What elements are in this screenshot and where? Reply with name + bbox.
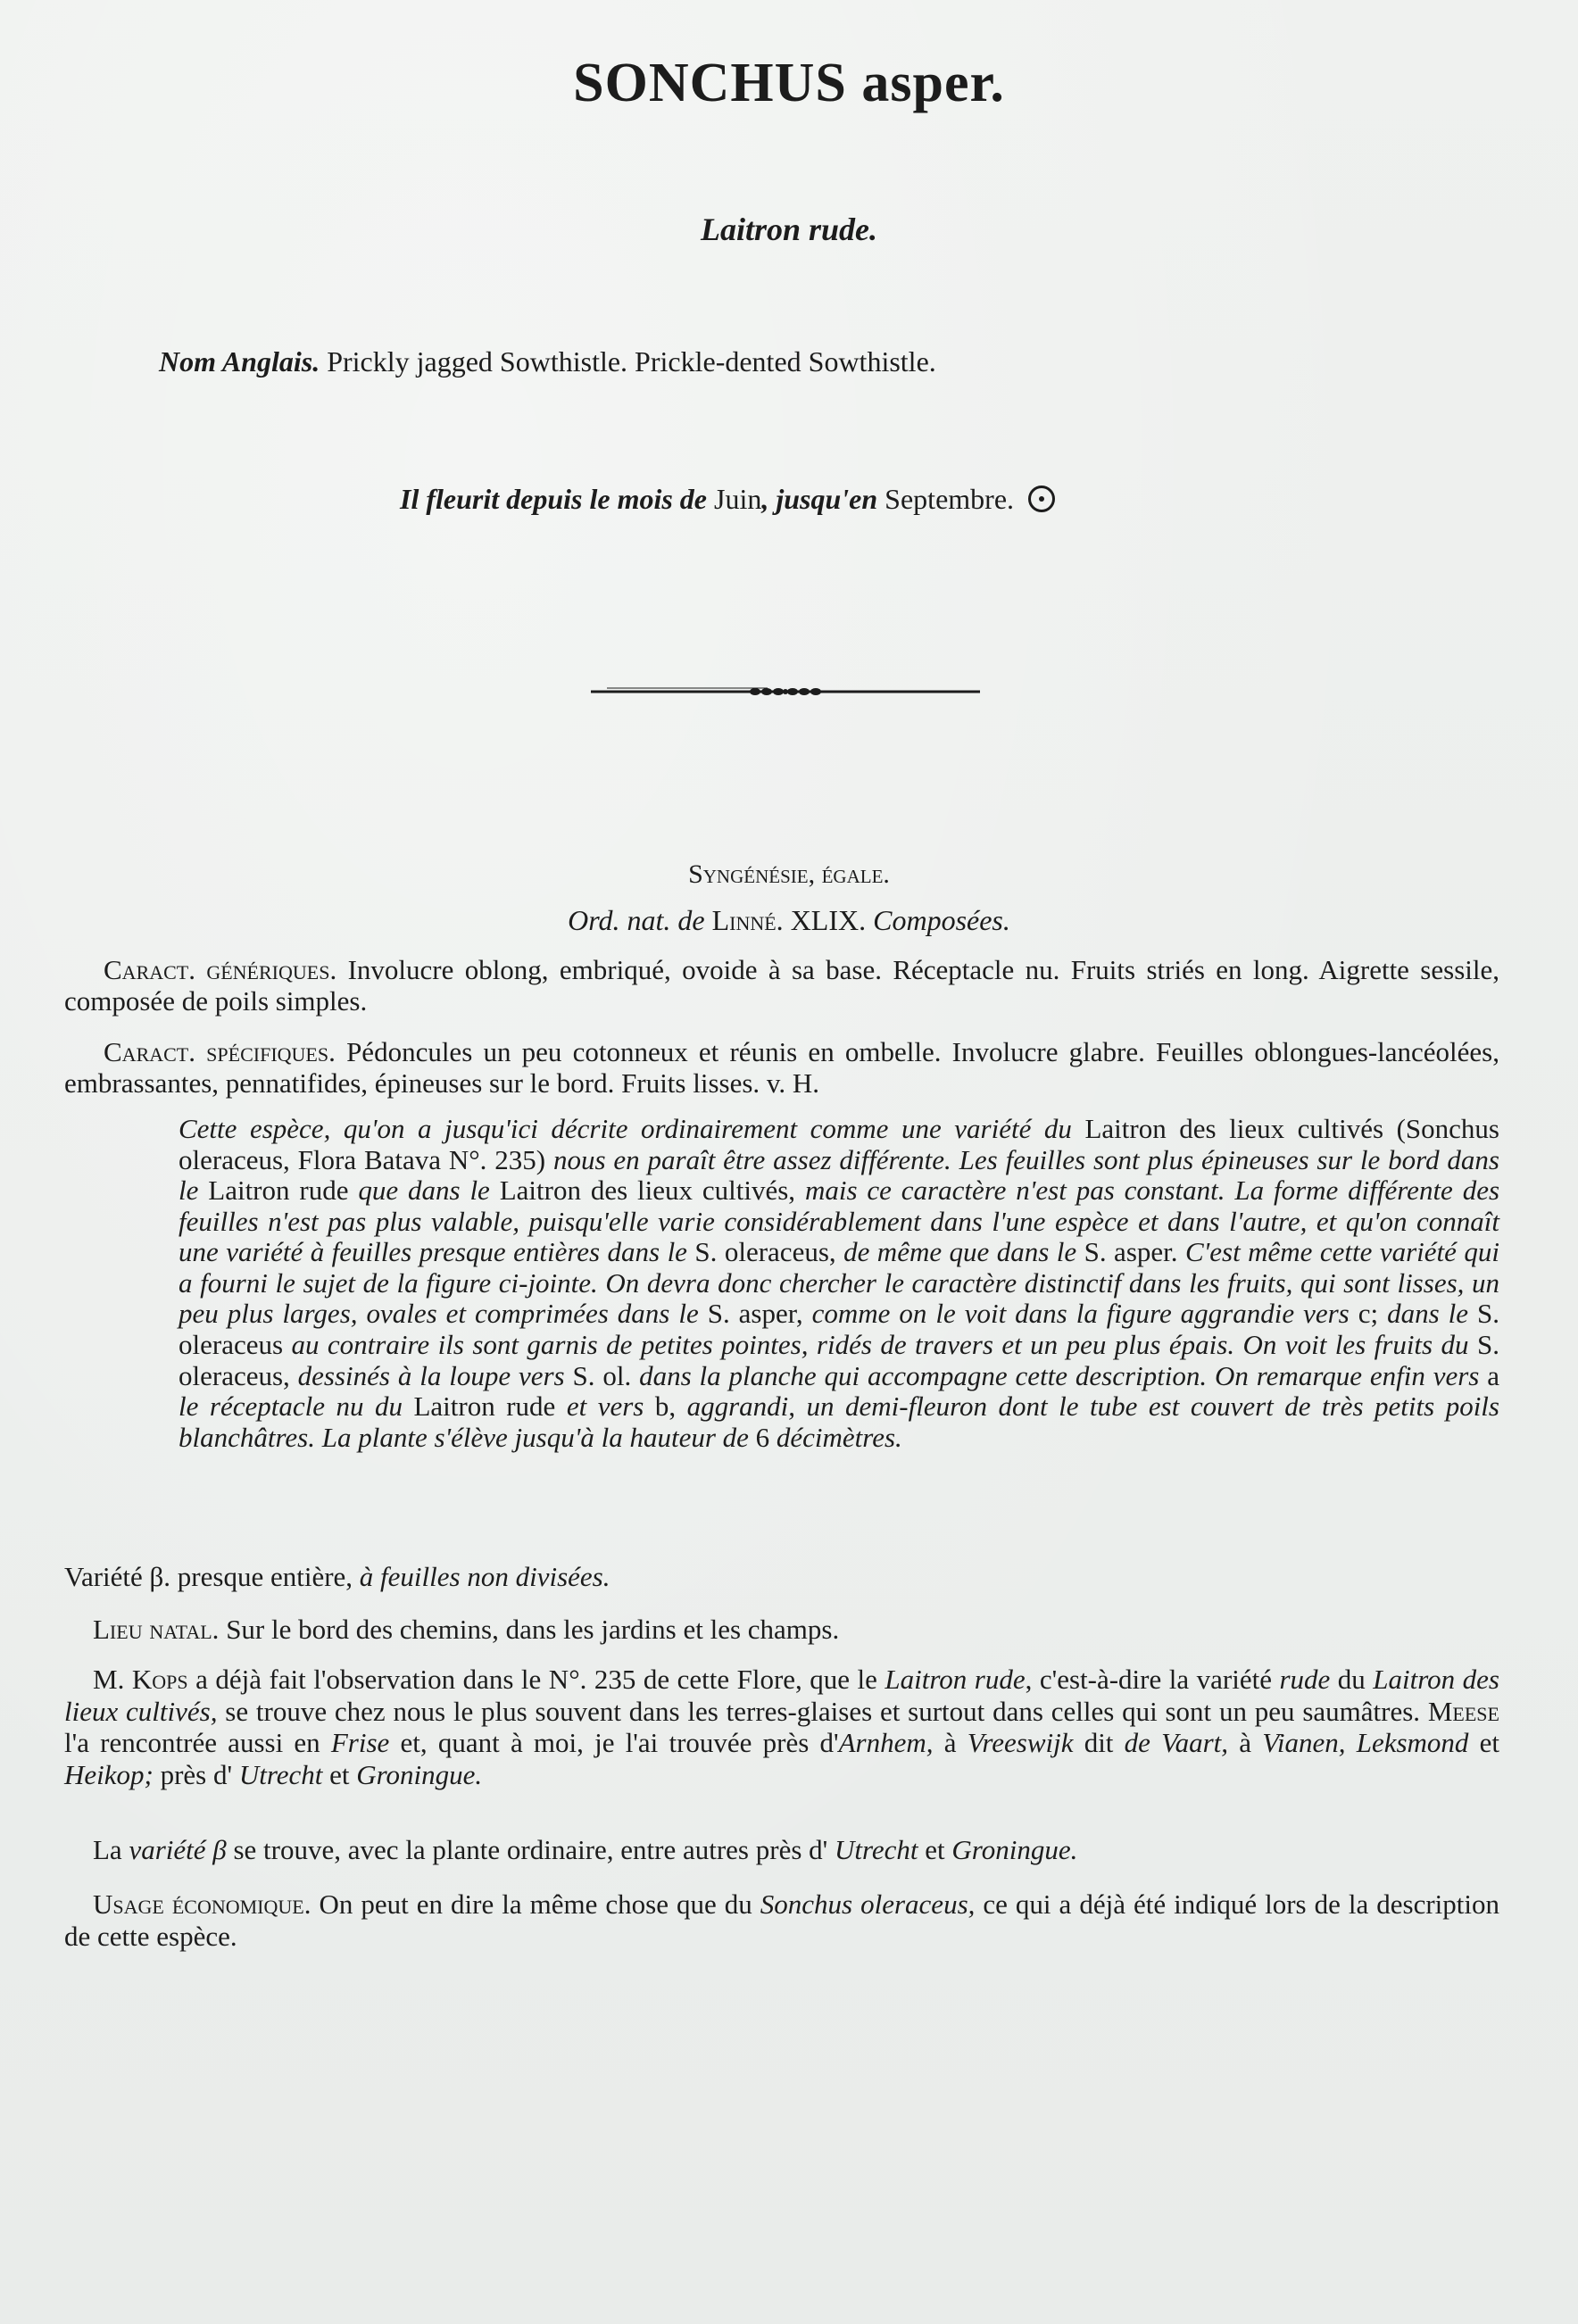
text-run: Utrecht xyxy=(238,1758,323,1790)
text-run: S. asper, xyxy=(707,1298,803,1330)
natural-order xyxy=(0,904,1578,937)
specific-label: Caract. spécifiques. xyxy=(104,1036,336,1067)
text-run: b, xyxy=(654,1390,677,1423)
annual-icon xyxy=(1028,486,1055,512)
variety-text-b: à feuilles non divisées. xyxy=(359,1561,610,1592)
text-run: de Vaart, xyxy=(1124,1727,1229,1759)
text-run: , c'est-à-dire la variété xyxy=(1025,1664,1280,1695)
text-run: aggrandi, un demi-fleuron dont le tube est couvert de très petits poils blanchâtres. La plante s'élève jusqu'à la hauteur de xyxy=(179,1390,1499,1453)
generic-label: Caract. génériques. xyxy=(104,954,337,985)
variety-note xyxy=(64,1562,1499,1593)
text-run: du xyxy=(1330,1664,1374,1695)
flowering-month-start: Juin xyxy=(714,483,762,515)
text-run: Laitron des lieux cultivés, xyxy=(499,1174,796,1207)
text-run: On peut en dire la même chose que du xyxy=(311,1888,760,1920)
order-text-a: Ord. nat. de xyxy=(568,904,705,936)
variety-text-a: Variété β. presque entière, xyxy=(64,1561,353,1592)
text-run: au contraire ils sont garnis de petites pointes, ridés de travers et un peu plus épais. On voit les fruits du xyxy=(283,1328,1477,1360)
text-run: Vianen, Leksmond xyxy=(1262,1727,1469,1759)
generic-text: Involucre oblong, embriqué, ovoide à sa base. Réceptacle nu. Fruits striés en long. Aigrette sessile, composée de poils simples. xyxy=(64,954,1499,1017)
text-run: Meese xyxy=(1427,1695,1499,1727)
text-run: S. asper. xyxy=(1084,1236,1178,1268)
text-run: à xyxy=(933,1727,968,1759)
habitat-text: Sur le bord des chemins, dans les jardins et les champs. xyxy=(226,1614,840,1645)
text-run: se trouve chez nous le plus souvent dans les terres-glaises et surtout dans celles qui sont un peu saumâtres. xyxy=(217,1695,1428,1727)
text-run: et xyxy=(1468,1727,1500,1759)
english-name xyxy=(159,345,936,378)
text-run: c; xyxy=(1358,1298,1379,1330)
specific-text: Pédoncules un peu cotonneux et réunis en ombelle. Involucre glabre. Feuilles oblongues-lancéolées, embrassantes, pennatifides, épineuses sur le bord. Fruits lisses. v. H. xyxy=(64,1036,1500,1099)
text-run: variété β xyxy=(129,1834,227,1865)
text-run: près d' xyxy=(153,1758,239,1790)
text-run: rude xyxy=(1279,1664,1331,1695)
text-run: dessinés à la loupe vers xyxy=(289,1359,573,1391)
text-run: dans la planche qui accompagne cette description. On remarque enfin vers xyxy=(631,1359,1488,1391)
flowering-period xyxy=(400,483,1055,516)
text-run: ce qui a déjà été indiqué lors de la description de cette espèce. xyxy=(64,1888,1500,1952)
text-run: C'est même cette variété qui a fourni le sujet de la figure ci-jointe. On devra donc chercher le caractère distinctif dans les fruits, qui sont lisses, un peu plus larges, ovales et comprimées dans le xyxy=(179,1236,1499,1330)
text-run: le réceptacle nu du xyxy=(179,1390,414,1423)
text-run: Utrecht xyxy=(834,1834,918,1865)
text-run: et vers xyxy=(555,1390,655,1423)
text-run: M. xyxy=(93,1664,132,1695)
title-species: asper. xyxy=(861,53,1005,113)
text-run: Frise xyxy=(330,1727,390,1759)
text-run: Cette espèce, qu'on a jusqu'ici décrite ordinairement comme une variété du xyxy=(179,1113,1085,1144)
text-run: dit xyxy=(1073,1727,1125,1759)
economic-usage xyxy=(64,1888,1499,1952)
text-run: comme on le voit dans la figure aggrandie vers xyxy=(802,1298,1358,1330)
text-run: et xyxy=(918,1834,952,1865)
text-run: nous en paraît être assez différente. Les feuilles sont plus épineuses sur le bord dans le xyxy=(179,1143,1499,1207)
text-run: S. ol. xyxy=(572,1359,632,1391)
flowering-text-a: Il fleurit depuis le mois de xyxy=(400,483,707,515)
text-run: La xyxy=(93,1834,129,1865)
specific-characters xyxy=(64,1037,1499,1099)
species-description xyxy=(179,1114,1499,1453)
text-run: à xyxy=(1228,1727,1263,1759)
order-family: Composées. xyxy=(873,904,1010,936)
kops-observation xyxy=(64,1664,1499,1791)
text-run: l'a rencontrée aussi en xyxy=(64,1727,331,1759)
text-run: Groningue. xyxy=(951,1834,1078,1865)
text-run: Laitron rude xyxy=(885,1664,1026,1695)
flowering-month-end: Septembre. xyxy=(885,483,1015,515)
text-run: Usage économique. xyxy=(93,1888,311,1920)
text-run: se trouve, avec la plante ordinaire, entre autres près d' xyxy=(226,1834,835,1865)
text-run: Sonchus oleraceus, xyxy=(760,1888,976,1920)
text-run: Laitron des lieux cultivés, xyxy=(64,1664,1499,1727)
text-run: 6 xyxy=(755,1421,770,1453)
text-run: Arnhem, xyxy=(838,1727,934,1759)
english-label: Nom Anglais. xyxy=(159,345,320,378)
text-run: que dans le xyxy=(348,1174,500,1207)
variety-location xyxy=(64,1835,1499,1866)
text-run: dans le xyxy=(1378,1298,1477,1330)
text-run: S. oleraceus, xyxy=(179,1328,1499,1391)
flowering-text-c: , jusqu'en xyxy=(761,483,878,515)
habitat xyxy=(64,1614,1499,1646)
ornamental-divider xyxy=(589,682,982,700)
title-genus: SONCHUS xyxy=(573,53,847,113)
text-run: a xyxy=(1487,1359,1500,1391)
text-run: décimètres. xyxy=(769,1421,902,1453)
text-run: Laitron rude xyxy=(208,1174,349,1207)
page-title xyxy=(0,52,1578,115)
class-header: Syngénésie, égale. xyxy=(688,859,890,889)
habitat-label: Lieu natal. xyxy=(93,1614,220,1645)
text-run: S. oleraceus, xyxy=(694,1236,836,1268)
english-text: Prickly jagged Sowthistle. Prickle-dented Sowthistle. xyxy=(327,345,936,378)
text-run: S. oleraceus xyxy=(179,1298,1499,1360)
text-run: mais ce caractère n'est pas constant. La forme différente des feuilles n'est pas plus valable, puisqu'elle varie considérablement dans l'une espèce et dans l'autre, et qu'on connaît une variété à feuilles presque entières dans le xyxy=(179,1174,1500,1268)
text-run: et, quant à moi, je l'ai trouvée près d' xyxy=(389,1727,839,1759)
generic-characters xyxy=(64,955,1499,1017)
order-number: XLIX. xyxy=(790,904,867,936)
text-run: Groningue. xyxy=(356,1758,483,1790)
text-run: Heikop; xyxy=(64,1758,154,1790)
french-name: Laitron rude. xyxy=(700,212,878,247)
order-linne: Linné. xyxy=(711,904,784,936)
text-run: Vreeswijk xyxy=(967,1727,1074,1759)
text-run: et xyxy=(322,1758,357,1790)
text-run: Laitron des lieux cultivés (Sonchus oleraceus, Flora Batava N°. 235) xyxy=(179,1113,1499,1175)
text-run: a déjà fait l'observation dans le N°. 235 de cette Flore, que le xyxy=(187,1664,885,1695)
text-run: Laitron rude xyxy=(413,1390,556,1423)
text-run: de même que dans le xyxy=(835,1236,1084,1268)
text-run: Kops xyxy=(131,1664,188,1695)
